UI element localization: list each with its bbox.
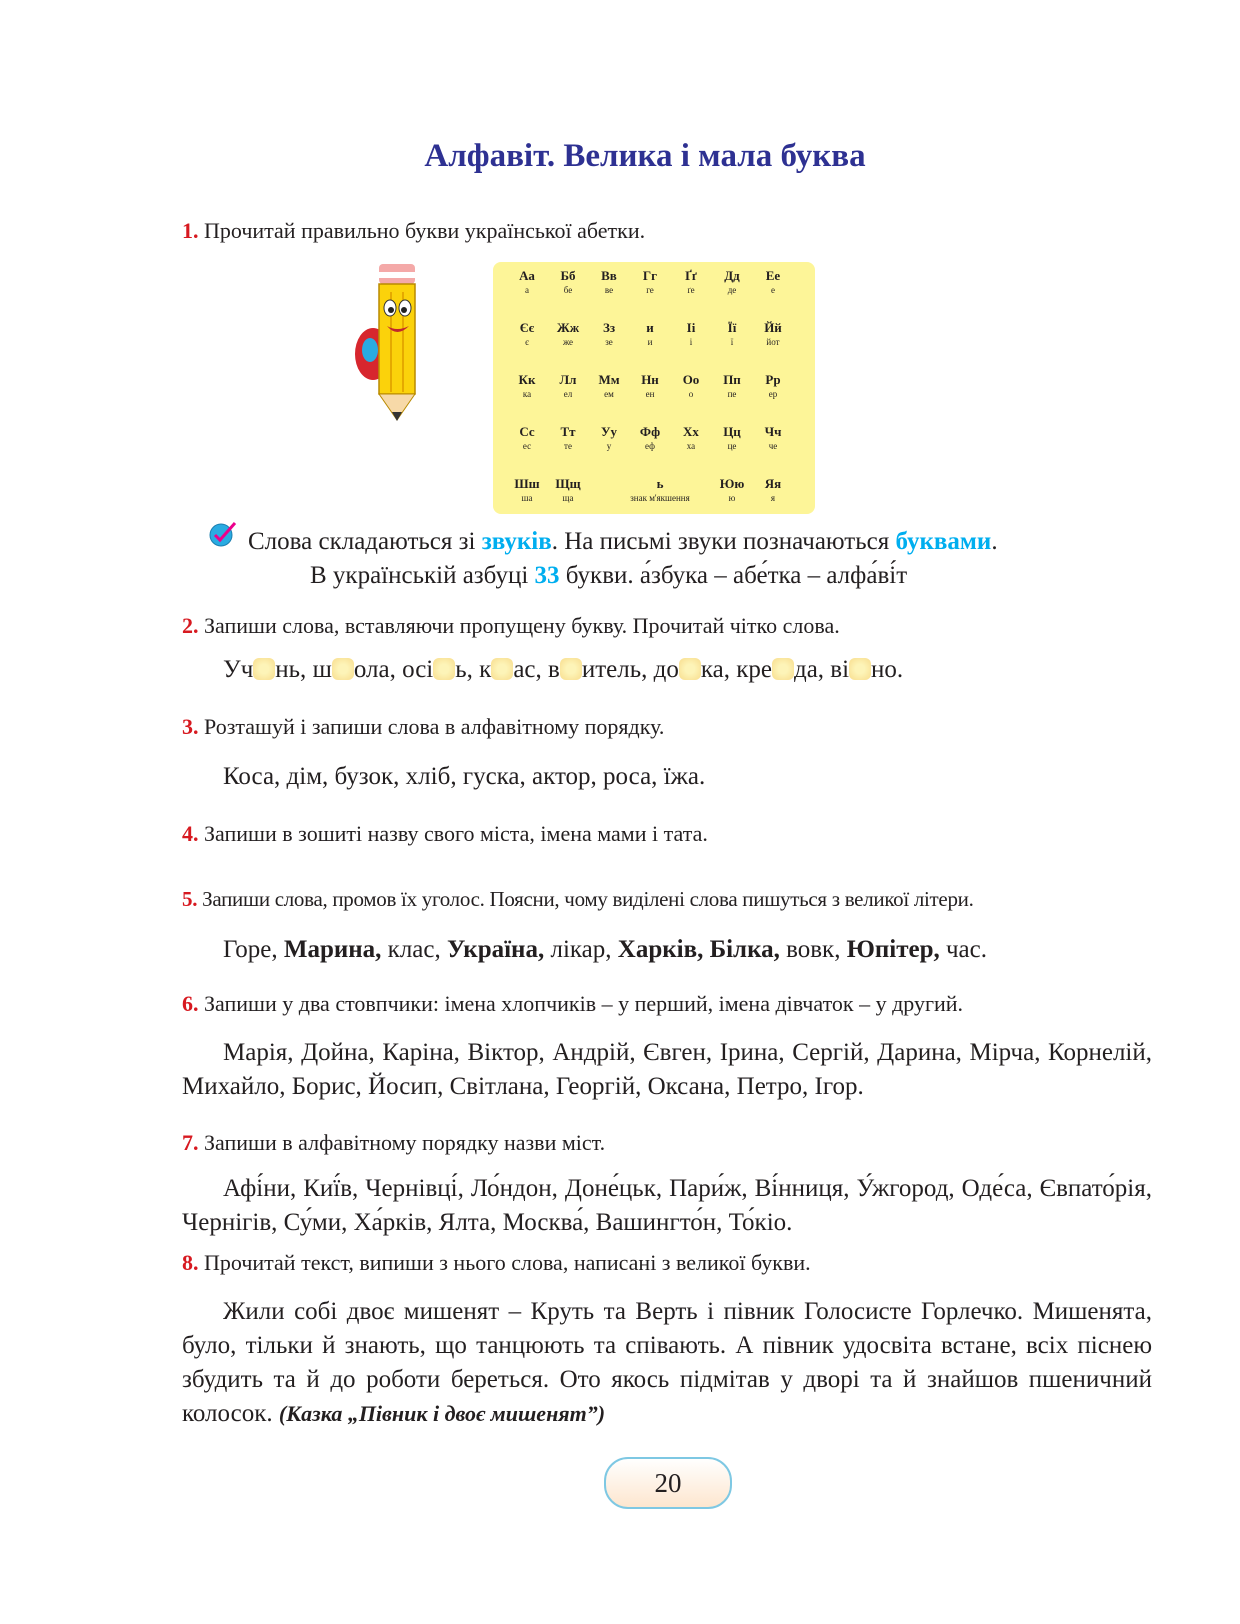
- alphabet-letter: [628, 320, 672, 348]
- checkmark-icon: [208, 520, 238, 550]
- cities-list: Афі́ни, Киї́в, Чернівці́, Ло́ндон, Доне́цьк, Пари́ж, Ві́нниця, У́жгород, Оде́са, Євпато́рія, Чернігів, Су́ми, Ха́рків, Ялта, Москва́, Вашингто́н, То́кіо.: [182, 1175, 1152, 1236]
- task-text: Запиши слова, промов їх уголос. Поясни, чому виділені слова пишуться з великої літери.: [202, 887, 974, 911]
- letter-glyph: Жж: [556, 320, 580, 335]
- task-text: Запиши в зошиті назву свого міста, імена мами і тата.: [204, 821, 708, 846]
- alphabet-letter: [751, 320, 795, 348]
- letter-name: пе: [727, 389, 737, 399]
- alphabet-letter: [628, 424, 672, 452]
- word-part: Уч: [223, 656, 254, 683]
- note-text: . На письмі звуки позначаються: [551, 528, 896, 555]
- alphabet-letter: [546, 476, 590, 504]
- word: Горе,: [223, 936, 284, 963]
- task-number: 5.: [182, 887, 198, 911]
- missing-letter-box: [560, 658, 582, 680]
- task-4: [182, 820, 708, 848]
- letter-name: йот: [766, 337, 780, 347]
- alphabet-letter: [546, 320, 590, 348]
- letter-name: ен: [645, 389, 655, 399]
- task-number: 7.: [182, 1130, 199, 1155]
- letter-glyph: ь: [656, 476, 664, 491]
- letter-glyph: Рр: [765, 372, 781, 387]
- letter-glyph: Аа: [519, 268, 535, 283]
- missing-letter-box: [433, 658, 455, 680]
- letter-glyph: Зз: [602, 320, 616, 335]
- letter-glyph: Вв: [601, 268, 617, 283]
- task-number: 2.: [182, 613, 199, 638]
- task-text: Запиши у два стовпчики: імена хлопчиків – у перший, імена дівчаток – у другий.: [204, 991, 964, 1016]
- letter-name: ґе: [687, 285, 695, 295]
- task-number: 3.: [182, 714, 199, 739]
- page-title: Алфавіт. Велика і мала буква: [424, 138, 866, 174]
- word-part: ола,: [353, 656, 403, 683]
- letter-glyph: Мм: [598, 372, 620, 387]
- word-part: до: [653, 656, 679, 683]
- letter-name: е: [771, 285, 775, 295]
- task-7: [182, 1129, 605, 1157]
- alphabet-letter: [628, 268, 672, 296]
- task-text: Прочитай правильно букви української абетки.: [204, 218, 646, 243]
- alphabet-letter: [710, 320, 754, 348]
- letter-glyph: Гг: [642, 268, 658, 283]
- letter-glyph: Чч: [764, 424, 782, 439]
- letter-name: че: [768, 441, 778, 451]
- letter-name: ес: [522, 441, 532, 451]
- letter-name: у: [606, 441, 612, 451]
- task-6: [182, 990, 963, 1018]
- missing-letter-box: [491, 658, 513, 680]
- missing-letter-box: [332, 658, 354, 680]
- letter-name: я: [770, 493, 776, 503]
- task-text: Запиши в алфавітному порядку назви міст.: [204, 1130, 606, 1155]
- task-2: [182, 612, 840, 640]
- alphabet-letter: [710, 372, 754, 400]
- names-list: Марія, Дойна, Каріна, Віктор, Андрій, Євген, Ірина, Сергій, Дарина, Мірча, Корнелій, Михайло, Борис, Йосип, Світлана, Георгій, Оксана, Петро, Ігор.: [182, 1039, 1152, 1100]
- alphabet-letter: [615, 476, 705, 504]
- alphabet-letter: [710, 268, 754, 296]
- letter-name: де: [727, 285, 737, 295]
- letter-name: ша: [521, 493, 533, 503]
- word-part: да,: [793, 656, 831, 683]
- letter-name: о: [688, 389, 694, 399]
- letter-name: знак м'якшення: [630, 493, 690, 503]
- letter-glyph: Кк: [518, 372, 536, 387]
- letter-name: і: [689, 337, 693, 347]
- word: клас,: [387, 936, 447, 963]
- alphabet-letter: [587, 424, 631, 452]
- alphabet-letter: [751, 268, 795, 296]
- excerpt-source: (Казка „Півник і двоє мишенят”): [278, 1401, 606, 1426]
- alphabet-letter: [751, 424, 795, 452]
- alphabet-letter: [710, 476, 754, 504]
- task-number: 6.: [182, 991, 199, 1016]
- alphabet-letter: [669, 320, 713, 348]
- word: вовк,: [786, 936, 847, 963]
- note-text: В українській азбуці: [310, 562, 535, 589]
- task-text: Запиши слова, вставляючи пропущену букву. Прочитай чітко слова.: [204, 613, 840, 638]
- alphabet-letter: [628, 372, 672, 400]
- letter-name: ве: [604, 285, 614, 295]
- page-number: 20: [604, 1457, 732, 1509]
- letter-glyph: Єє: [519, 320, 535, 335]
- highlighted-word: Марина,: [283, 936, 388, 963]
- letter-glyph: Ґґ: [685, 268, 697, 283]
- alphabet-letter: [669, 372, 713, 400]
- letter-glyph: Дд: [724, 268, 740, 283]
- note-highlight-sounds: звуків: [481, 528, 552, 555]
- word-part: в: [548, 656, 560, 683]
- letter-glyph: Оо: [682, 372, 700, 387]
- word-part: ка,: [700, 656, 737, 683]
- letter-glyph: Її: [727, 320, 737, 335]
- letter-name: ка: [522, 389, 532, 399]
- letter-glyph: Уу: [600, 424, 618, 439]
- alphabet-letter: [587, 320, 631, 348]
- word-part: ш: [312, 656, 332, 683]
- letter-glyph: Сс: [519, 424, 535, 439]
- word-part: нь,: [275, 656, 313, 683]
- missing-letter-box: [849, 658, 871, 680]
- letter-name: а: [525, 285, 529, 295]
- missing-letter-box: [772, 658, 794, 680]
- word-part: осі: [402, 656, 434, 683]
- letter-glyph: Щщ: [555, 476, 581, 491]
- letter-glyph: Йй: [764, 320, 782, 335]
- letter-name: ге: [646, 285, 654, 295]
- word: час.: [945, 936, 987, 963]
- task-number: 4.: [182, 821, 199, 846]
- word-part: но.: [871, 656, 904, 683]
- fairy-tale-excerpt: [182, 1295, 1152, 1431]
- letter-glyph: Бб: [560, 268, 576, 283]
- alphabet-letter: [546, 372, 590, 400]
- letter-name: бе: [563, 285, 573, 295]
- rule-note-line-2: [310, 559, 907, 593]
- letter-name: ер: [768, 389, 778, 399]
- missing-letter-box: [253, 658, 275, 680]
- word-part: к: [479, 656, 492, 683]
- capitalized-words: [223, 933, 987, 967]
- note-highlight-count: 33: [534, 562, 560, 589]
- letter-name: є: [525, 337, 529, 347]
- letter-name: ю: [728, 493, 736, 503]
- pencil-mascot-illustration: [353, 258, 437, 434]
- missing-letter-box: [679, 658, 701, 680]
- letter-glyph: Цц: [723, 424, 741, 439]
- alphabet-letter: [751, 372, 795, 400]
- alphabet-letter: [505, 268, 549, 296]
- letter-glyph: Хх: [683, 424, 699, 439]
- alphabet-table: [493, 262, 815, 514]
- letter-glyph: Юю: [719, 476, 745, 491]
- highlighted-word: Юпітер,: [846, 936, 946, 963]
- alphabet-letter: [505, 476, 549, 504]
- letter-name: и: [647, 337, 653, 347]
- note-highlight-letters: буквами: [895, 528, 992, 555]
- letter-glyph: Іі: [686, 320, 696, 335]
- task-1: [182, 217, 645, 245]
- alphabet-letter: [669, 424, 713, 452]
- alphabet-letter: [546, 268, 590, 296]
- letter-name: же: [562, 337, 574, 347]
- note-text: .: [991, 528, 998, 555]
- letter-glyph: Фф: [639, 424, 661, 439]
- letter-name: ї: [730, 337, 734, 347]
- alphabet-letter: [505, 372, 549, 400]
- letter-name: зе: [605, 337, 613, 347]
- letter-name: еф: [645, 441, 655, 451]
- missing-letter-words: [223, 653, 903, 687]
- letter-name: ща: [562, 493, 574, 503]
- letter-glyph: Тт: [560, 424, 576, 439]
- letter-name: ха: [686, 441, 696, 451]
- task-number: 1.: [182, 218, 199, 243]
- rule-note-line-1: [248, 525, 998, 559]
- word-part: ас,: [513, 656, 549, 683]
- letter-name: ем: [604, 389, 614, 399]
- alphabet-letter: [546, 424, 590, 452]
- word: лікар,: [550, 936, 618, 963]
- alphabet-letter: [505, 320, 549, 348]
- task-8: [182, 1249, 811, 1277]
- letter-name: ел: [563, 389, 573, 399]
- note-text: букви. а́збука – абе́тка – алфа́ві́т: [559, 562, 908, 589]
- alphabet-letter: [505, 424, 549, 452]
- word-part: ві: [830, 656, 850, 683]
- task-text: Розташуй і запиши слова в алфавітному порядку.: [204, 714, 665, 739]
- letter-glyph: Нн: [641, 372, 659, 387]
- alphabet-letter: [669, 268, 713, 296]
- task-5: [182, 885, 974, 913]
- highlighted-word: Україна,: [447, 936, 551, 963]
- letter-glyph: Пп: [723, 372, 741, 387]
- note-text: Слова складаються зі: [248, 528, 482, 555]
- task-number: 8.: [182, 1250, 199, 1275]
- letter-glyph: Яя: [764, 476, 782, 491]
- letter-name: це: [727, 441, 737, 451]
- letter-glyph: Ее: [765, 268, 781, 283]
- alphabet-letter: [710, 424, 754, 452]
- word-part: ь,: [455, 656, 480, 683]
- alphabetize-words: Коса, дім, бузок, хліб, гуска, актор, роса, їжа.: [223, 763, 706, 790]
- word-part: кре: [736, 656, 772, 683]
- letter-glyph: Лл: [559, 372, 577, 387]
- letter-name: те: [564, 441, 572, 451]
- word-part: итель,: [581, 656, 654, 683]
- alphabet-letter: [587, 372, 631, 400]
- task-text: Прочитай текст, випиши з нього слова, написані з великої букви.: [204, 1250, 811, 1275]
- alphabet-letter: [587, 268, 631, 296]
- letter-glyph: Шш: [514, 476, 540, 491]
- letter-glyph: и: [646, 320, 654, 335]
- task-3: [182, 713, 664, 741]
- alphabet-letter: [751, 476, 795, 504]
- excerpt-text: Жили собі двоє мишенят – Круть та Верть і півник Голосисте Горлечко. Мишенята, було, тільки й знають, що танцюють та співають. А півник удосвіта встане, всіх піснею збудить та й до роботи береться. Ото якось підмітав у дворі та й знайшов пшеничний колосок.: [182, 1298, 1152, 1427]
- highlighted-word: Харків, Білка,: [617, 936, 787, 963]
